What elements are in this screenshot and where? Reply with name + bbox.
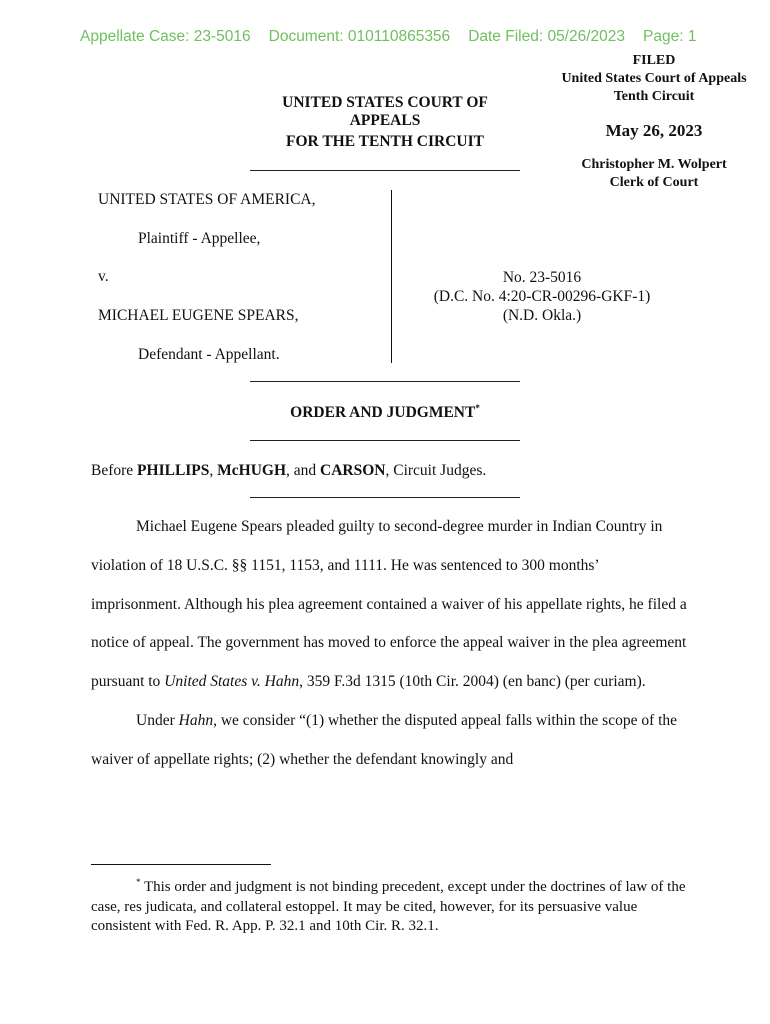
paragraph-1 bbox=[91, 508, 691, 702]
divider bbox=[250, 440, 520, 441]
district-court: (N.D. Okla.) bbox=[502, 307, 582, 324]
case-citation: Hahn bbox=[178, 711, 214, 729]
district-case-number: (D.C. No. 4:20-CR-00296-GKF-1) bbox=[433, 288, 651, 305]
panel-before: Before bbox=[91, 462, 138, 479]
defendant-role: Defendant - Appellant. bbox=[138, 346, 280, 363]
paragraph-2 bbox=[91, 702, 691, 780]
footnote-marker: * bbox=[136, 877, 141, 887]
filed-circuit: Tenth Circuit bbox=[613, 89, 695, 104]
stamp-date-filed: Date Filed: 05/26/2023 bbox=[468, 28, 626, 45]
paragraph-text: , 359 F.3d 1315 (10th Cir. 2004) (en banc) (per curiam). bbox=[299, 673, 646, 691]
case-info bbox=[412, 268, 672, 325]
filed-label: FILED bbox=[632, 53, 676, 68]
order-title bbox=[250, 403, 520, 422]
stamp-page: Page: 1 bbox=[643, 28, 697, 45]
panel-sep: , bbox=[209, 462, 218, 479]
stamp-case: Appellate Case: 23-5016 bbox=[80, 28, 251, 45]
plaintiff-role: Plaintiff - Appellee, bbox=[138, 230, 261, 247]
judge-carson: CARSON bbox=[320, 462, 386, 479]
divider bbox=[250, 497, 520, 498]
caption-divider bbox=[391, 190, 392, 363]
footnote-text: This order and judgment is not binding precedent, except under the doctrines of law of the case, res judicata, and collateral estoppel. It may be cited, however, for its persuasive value consistent with Fed. R. App. P. 32.1 and 10th Cir. R. 32.1. bbox=[91, 879, 686, 934]
footnote-divider bbox=[91, 864, 271, 865]
divider bbox=[250, 170, 520, 171]
clerk-name: Christopher M. Wolpert bbox=[581, 157, 727, 172]
footnote-marker: * bbox=[475, 403, 480, 413]
paragraph-text: Michael Eugene Spears pleaded guilty to second-degree murder in Indian Country in violation of 18 U.S.C. §§ 1151, 1153, and 1111. He was sentenced to 300 months’ imprisonment. Although his plea agreement contained a waiver of his appellate rights, he filed a notice of appeal. The government has moved to enforce the appeal waiver in the plea agreement pursuant to bbox=[91, 518, 687, 691]
defendant-name: MICHAEL EUGENE SPEARS, bbox=[98, 307, 299, 324]
footnote bbox=[91, 873, 686, 937]
case-citation: United States v. Hahn bbox=[164, 673, 300, 691]
filed-court: United States Court of Appeals bbox=[561, 71, 747, 86]
versus: v. bbox=[98, 268, 109, 285]
court-subtitle: FOR THE TENTH CIRCUIT bbox=[286, 133, 484, 150]
paragraph-text: Under bbox=[136, 711, 179, 729]
divider bbox=[250, 381, 520, 382]
paragraph-text: , we consider “(1) whether the disputed appeal falls within the scope of the waiver of appellate rights; (2) whether the defendant knowingly and bbox=[91, 711, 678, 768]
filed-block bbox=[544, 52, 764, 192]
panel-sep: , and bbox=[286, 462, 321, 479]
filed-date: May 26, 2023 bbox=[605, 121, 703, 140]
judge-mchugh: McHUGH bbox=[217, 462, 287, 479]
body-text bbox=[91, 508, 691, 780]
filing-stamp-header bbox=[80, 28, 714, 46]
panel-after: , Circuit Judges. bbox=[385, 462, 487, 479]
panel-line bbox=[91, 462, 486, 480]
case-number: No. 23-5016 bbox=[502, 269, 582, 286]
stamp-document: Document: 010110865356 bbox=[268, 28, 451, 45]
court-title: UNITED STATES COURT OF APPEALS bbox=[282, 94, 488, 129]
order-title-text: ORDER AND JUDGMENT bbox=[290, 404, 476, 422]
judge-phillips: PHILLIPS bbox=[137, 462, 210, 479]
plaintiff-name: UNITED STATES OF AMERICA, bbox=[98, 191, 316, 208]
clerk-title: Clerk of Court bbox=[609, 175, 699, 190]
